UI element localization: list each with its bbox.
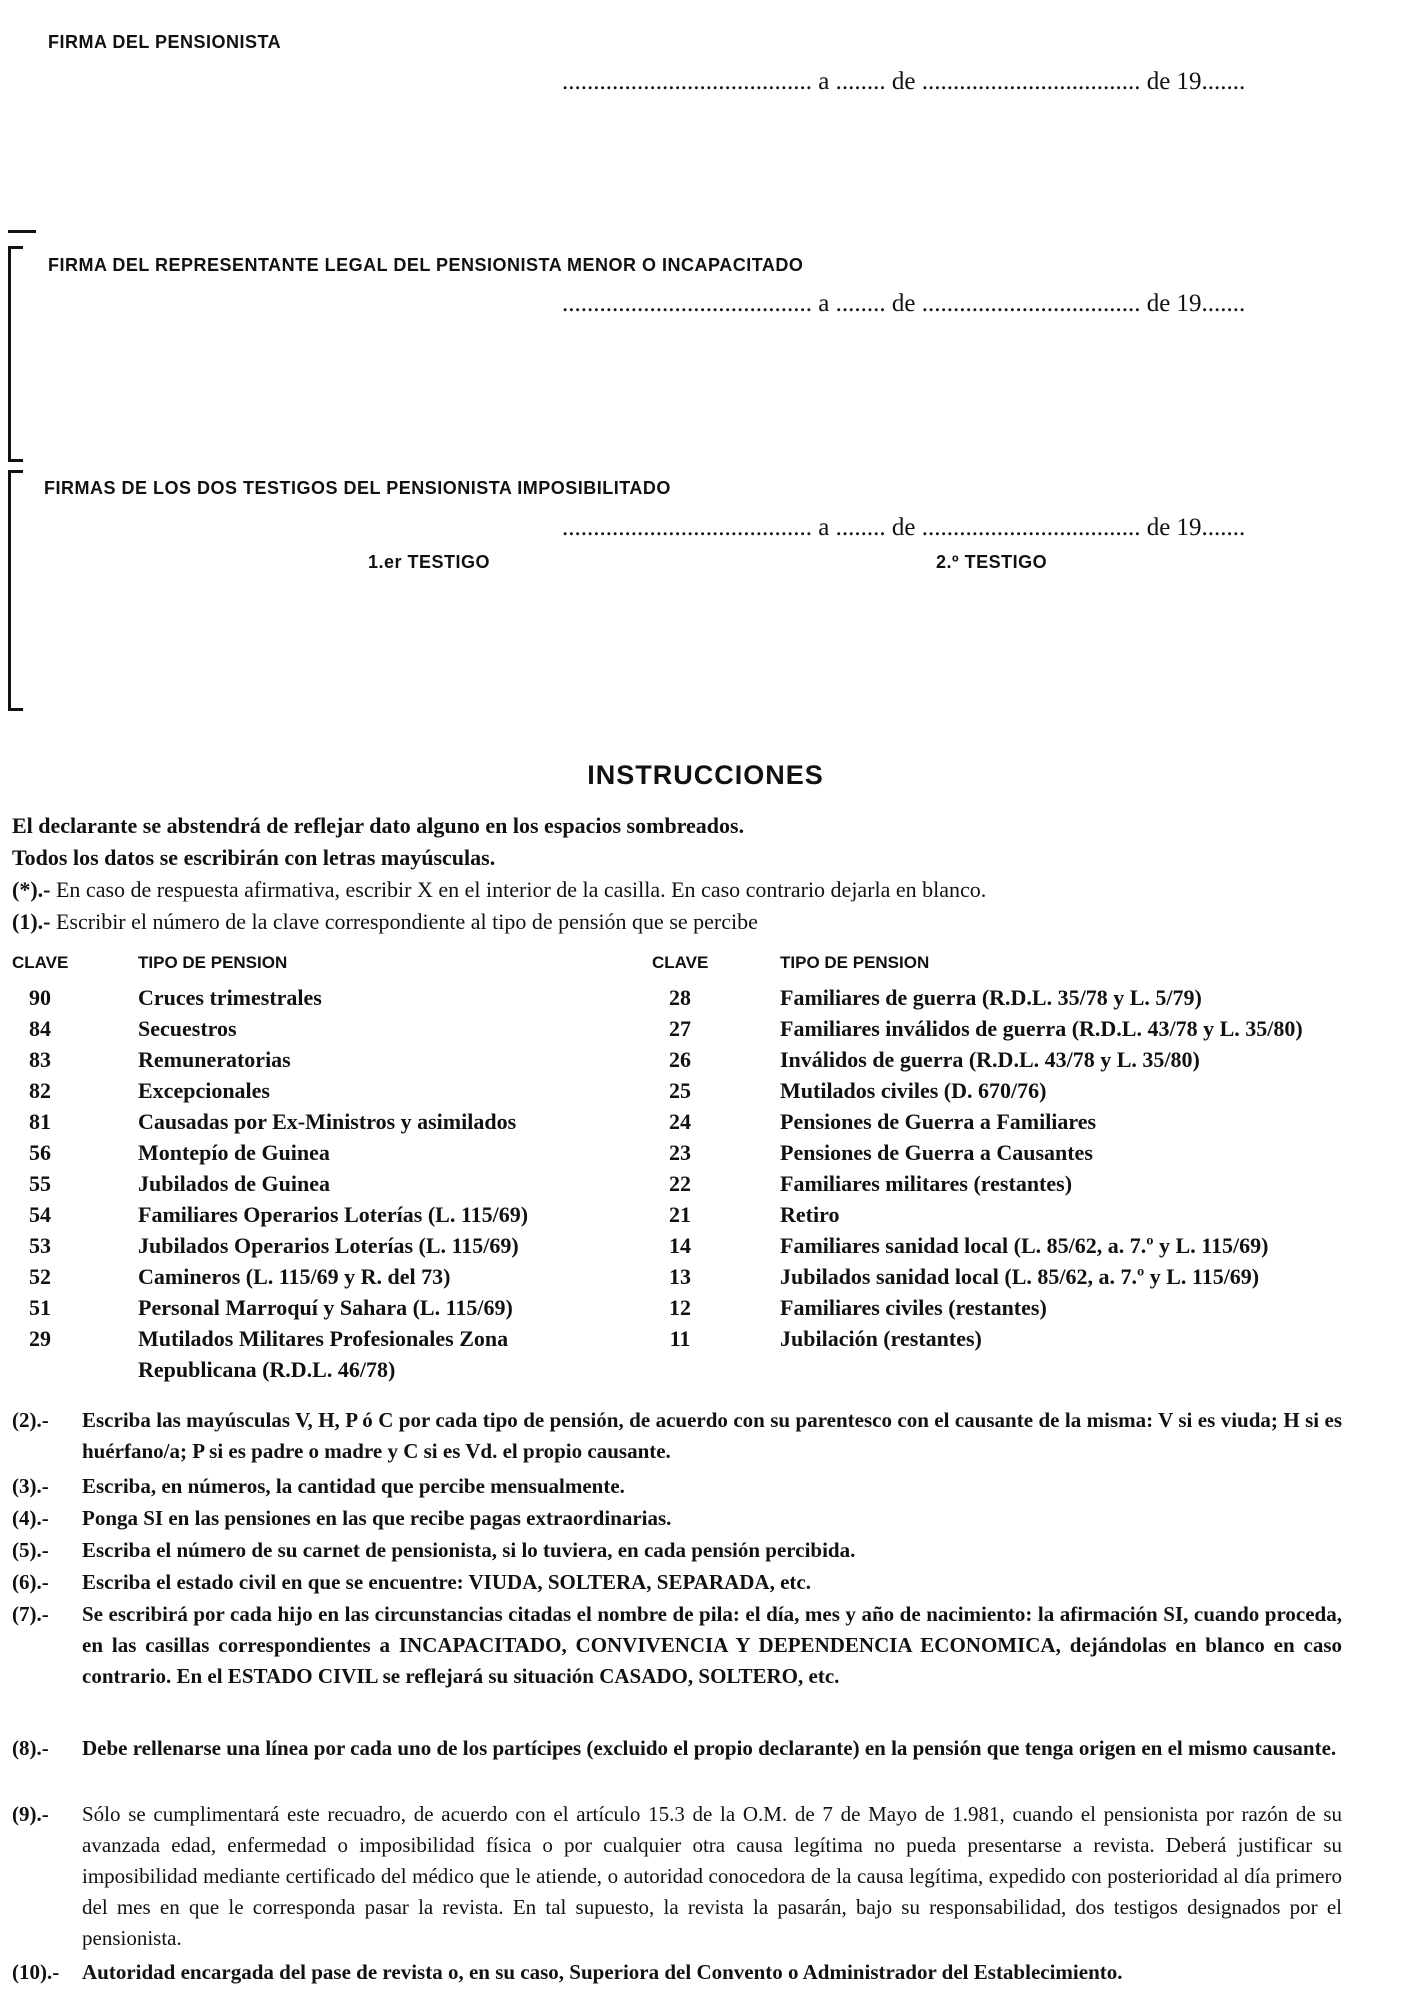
left-pension-type: Mutilados Militares Profesionales Zona — [138, 1326, 509, 1351]
right-pension-code: 14 — [669, 1233, 691, 1258]
right-pension-code: 13 — [669, 1264, 691, 1289]
intro-line-1: El declarante se abstendrá de reflejar dato alguno en los espacios sombreados. — [12, 813, 745, 838]
left-pension-type-continued: Republicana (R.D.L. 46/78) — [138, 1357, 396, 1382]
right-pension-code: 21 — [669, 1202, 691, 1227]
right-pension-type: Pensiones de Guerra a Causantes — [780, 1140, 1093, 1165]
note-10-text: Autoridad encargada del pase de revista o, en su caso, Superiora del Convento o Administrador del Establecimiento. — [82, 1960, 1123, 1984]
right-pension-type: Familiares de guerra (R.D.L. 35/78 y L. 5/79) — [780, 985, 1202, 1010]
tick-mark — [8, 230, 36, 233]
left-pension-code: 90 — [29, 985, 51, 1010]
left-pension-type: Causadas por Ex-Ministros y asimilados — [138, 1109, 517, 1134]
left-pension-type: Camineros (L. 115/69 y R. del 73) — [138, 1264, 451, 1289]
legal-rep-signature-heading: FIRMA DEL REPRESENTANTE LEGAL DEL PENSIONISTA MENOR O INCAPACITADO — [48, 255, 804, 275]
note-3-text: Escriba, en números, la cantidad que percibe mensualmente. — [82, 1474, 625, 1498]
note-8-text: Debe rellenarse una línea por cada uno de los partícipes (excluido el propio declarante) en la pensión que tenga origen en el mismo causante. — [82, 1736, 1337, 1760]
left-pension-code: 81 — [29, 1109, 51, 1134]
note-1 — [12, 909, 758, 935]
note-7-text: Se escribirá por cada hijo en las circunstancias citadas el nombre de pila: el día, mes y año de nacimiento: la afirmación SI, cuando proceda, en las casillas correspondientes a INCAPACITADO, CONVIVENCIA Y DEPENDENCIA ECONOMICA, dejándolas en blanco en caso contrario. En el ESTADO CIVIL se reflejará su situación CASADO, SOLTERO, etc. — [82, 1602, 1342, 1688]
left-pension-type: Remuneratorias — [138, 1047, 291, 1072]
right-pension-code: 26 — [669, 1047, 691, 1072]
left-col-clave-header: CLAVE — [12, 953, 69, 972]
note-2-mark: (2).- — [12, 1408, 49, 1432]
note-9-mark: (9).- — [12, 1802, 49, 1826]
legal-rep-date-line[interactable]: ........................................ a ........ de ................................... de 19....... — [562, 290, 1246, 317]
note-1-text: Escribir el número de la clave correspondiente al tipo de pensión que se percibe — [55, 909, 758, 934]
right-pension-type: Jubilación (restantes) — [780, 1326, 982, 1351]
right-pension-code: 22 — [669, 1171, 691, 1196]
left-col-tipo-header: TIPO DE PENSION — [138, 953, 288, 972]
right-pension-code: 23 — [669, 1140, 691, 1165]
right-col-clave-header: CLAVE — [652, 953, 709, 972]
left-pension-code: 55 — [29, 1171, 51, 1196]
right-pension-code: 28 — [669, 985, 691, 1010]
pensioner-date-line[interactable]: ........................................ a ........ de ................................... de 19....... — [562, 68, 1246, 95]
witnesses-signature-heading: FIRMAS DE LOS DOS TESTIGOS DEL PENSIONISTA IMPOSIBILITADO — [44, 478, 671, 498]
witness-2-label: 2.º TESTIGO — [936, 552, 1048, 572]
legal-rep-bracket — [8, 246, 23, 462]
left-pension-type: Personal Marroquí y Sahara (L. 115/69) — [138, 1295, 513, 1320]
left-pension-code: 53 — [29, 1233, 51, 1258]
left-pension-code: 56 — [29, 1140, 51, 1165]
left-pension-code: 82 — [29, 1078, 51, 1103]
witness-1-label: 1.er TESTIGO — [368, 552, 491, 572]
star-note — [12, 877, 986, 903]
intro-line-2: Todos los datos se escribirán con letras mayúsculas. — [12, 845, 496, 870]
note-4-text: Ponga SI en las pensiones en las que recibe pagas extraordinarias. — [82, 1506, 672, 1530]
pensioner-signature-heading: FIRMA DEL PENSIONISTA — [48, 32, 282, 52]
left-pension-code: 83 — [29, 1047, 51, 1072]
left-pension-code: 51 — [29, 1295, 51, 1320]
star-note-mark: (*).- — [12, 877, 51, 902]
right-pension-type: Pensiones de Guerra a Familiares — [780, 1109, 1097, 1134]
note-9-text: Sólo se cumplimentará este recuadro, de acuerdo con el artículo 15.3 de la O.M. de 7 de Mayo de 1.981, cuando el pensionista por razón de su avanzada edad, enfermedad o imposibilidad física o por cualquier otra causa legítima no pueda presentarse a revista. Deberá justificar su imposibilidad mediante certificado del médico que le atiende, o autoridad conocedora de la causa legítima, expedido con posterioridad al día primero del mes en que le corresponda pasar la revista. En tal supuesto, la revista la pasarán, bajo su responsabilidad, dos testigos designados por el pensionista. — [82, 1802, 1342, 1950]
right-pension-type: Familiares civiles (restantes) — [780, 1295, 1047, 1320]
note-6-text: Escriba el estado civil en que se encuentre: VIUDA, SOLTERA, SEPARADA, etc. — [82, 1570, 811, 1594]
right-pension-type: Retiro — [780, 1202, 840, 1227]
left-pension-type: Cruces trimestrales — [138, 985, 322, 1010]
instructions-title: INSTRUCCIONES — [587, 760, 824, 790]
note-10-mark: (10).- — [12, 1960, 60, 1984]
left-pension-code: 84 — [29, 1016, 51, 1041]
right-pension-type: Familiares sanidad local (L. 85/62, a. 7.º y L. 115/69) — [780, 1233, 1269, 1258]
witnesses-bracket — [8, 470, 23, 711]
right-pension-code: 25 — [669, 1078, 691, 1103]
left-pension-type: Jubilados de Guinea — [138, 1171, 330, 1196]
note-5-mark: (5).- — [12, 1538, 49, 1562]
right-pension-code: 11 — [669, 1326, 691, 1351]
note-2-text: Escriba las mayúsculas V, H, P ó C por cada tipo de pensión, de acuerdo con su parentesco con el causante de la misma: V si es viuda; H si es huérfano/a; P si es padre o madre y C si es Vd. el propio causante. — [82, 1408, 1342, 1463]
note-3-mark: (3).- — [12, 1474, 49, 1498]
right-col-tipo-header: TIPO DE PENSION — [780, 953, 930, 972]
left-pension-type: Jubilados Operarios Loterías (L. 115/69) — [138, 1233, 519, 1258]
left-pension-type: Montepío de Guinea — [138, 1140, 330, 1165]
left-pension-code: 29 — [29, 1326, 51, 1351]
right-pension-code: 24 — [669, 1109, 691, 1134]
left-pension-type: Excepcionales — [138, 1078, 270, 1103]
right-pension-code: 12 — [669, 1295, 691, 1320]
witnesses-date-line[interactable]: ........................................ a ........ de ................................... de 19....... — [562, 514, 1246, 541]
star-note-text: En caso de respuesta afirmativa, escribir X en el interior de la casilla. En caso contrario dejarla en blanco. — [55, 877, 987, 902]
note-5-text: Escriba el número de su carnet de pensionista, si lo tuviera, en cada pensión percibida. — [82, 1538, 856, 1562]
right-pension-type: Jubilados sanidad local (L. 85/62, a. 7.º y L. 115/69) — [780, 1264, 1260, 1289]
right-pension-code: 27 — [669, 1016, 691, 1041]
note-8-mark: (8).- — [12, 1736, 49, 1760]
right-pension-type: Mutilados civiles (D. 670/76) — [780, 1078, 1047, 1103]
right-pension-type: Inválidos de guerra (R.D.L. 43/78 y L. 35/80) — [780, 1047, 1200, 1072]
left-pension-code: 54 — [29, 1202, 51, 1227]
right-pension-type: Familiares inválidos de guerra (R.D.L. 43/78 y L. 35/80) — [780, 1016, 1303, 1041]
left-pension-code: 52 — [29, 1264, 51, 1289]
note-1-mark: (1).- — [12, 909, 51, 934]
left-pension-type: Familiares Operarios Loterías (L. 115/69) — [138, 1202, 529, 1227]
left-pension-type: Secuestros — [138, 1016, 237, 1041]
note-4-mark: (4).- — [12, 1506, 49, 1530]
right-pension-type: Familiares militares (restantes) — [780, 1171, 1073, 1196]
note-2 — [12, 1405, 1402, 1467]
note-7-mark: (7).- — [12, 1602, 49, 1626]
note-6-mark: (6).- — [12, 1570, 49, 1594]
